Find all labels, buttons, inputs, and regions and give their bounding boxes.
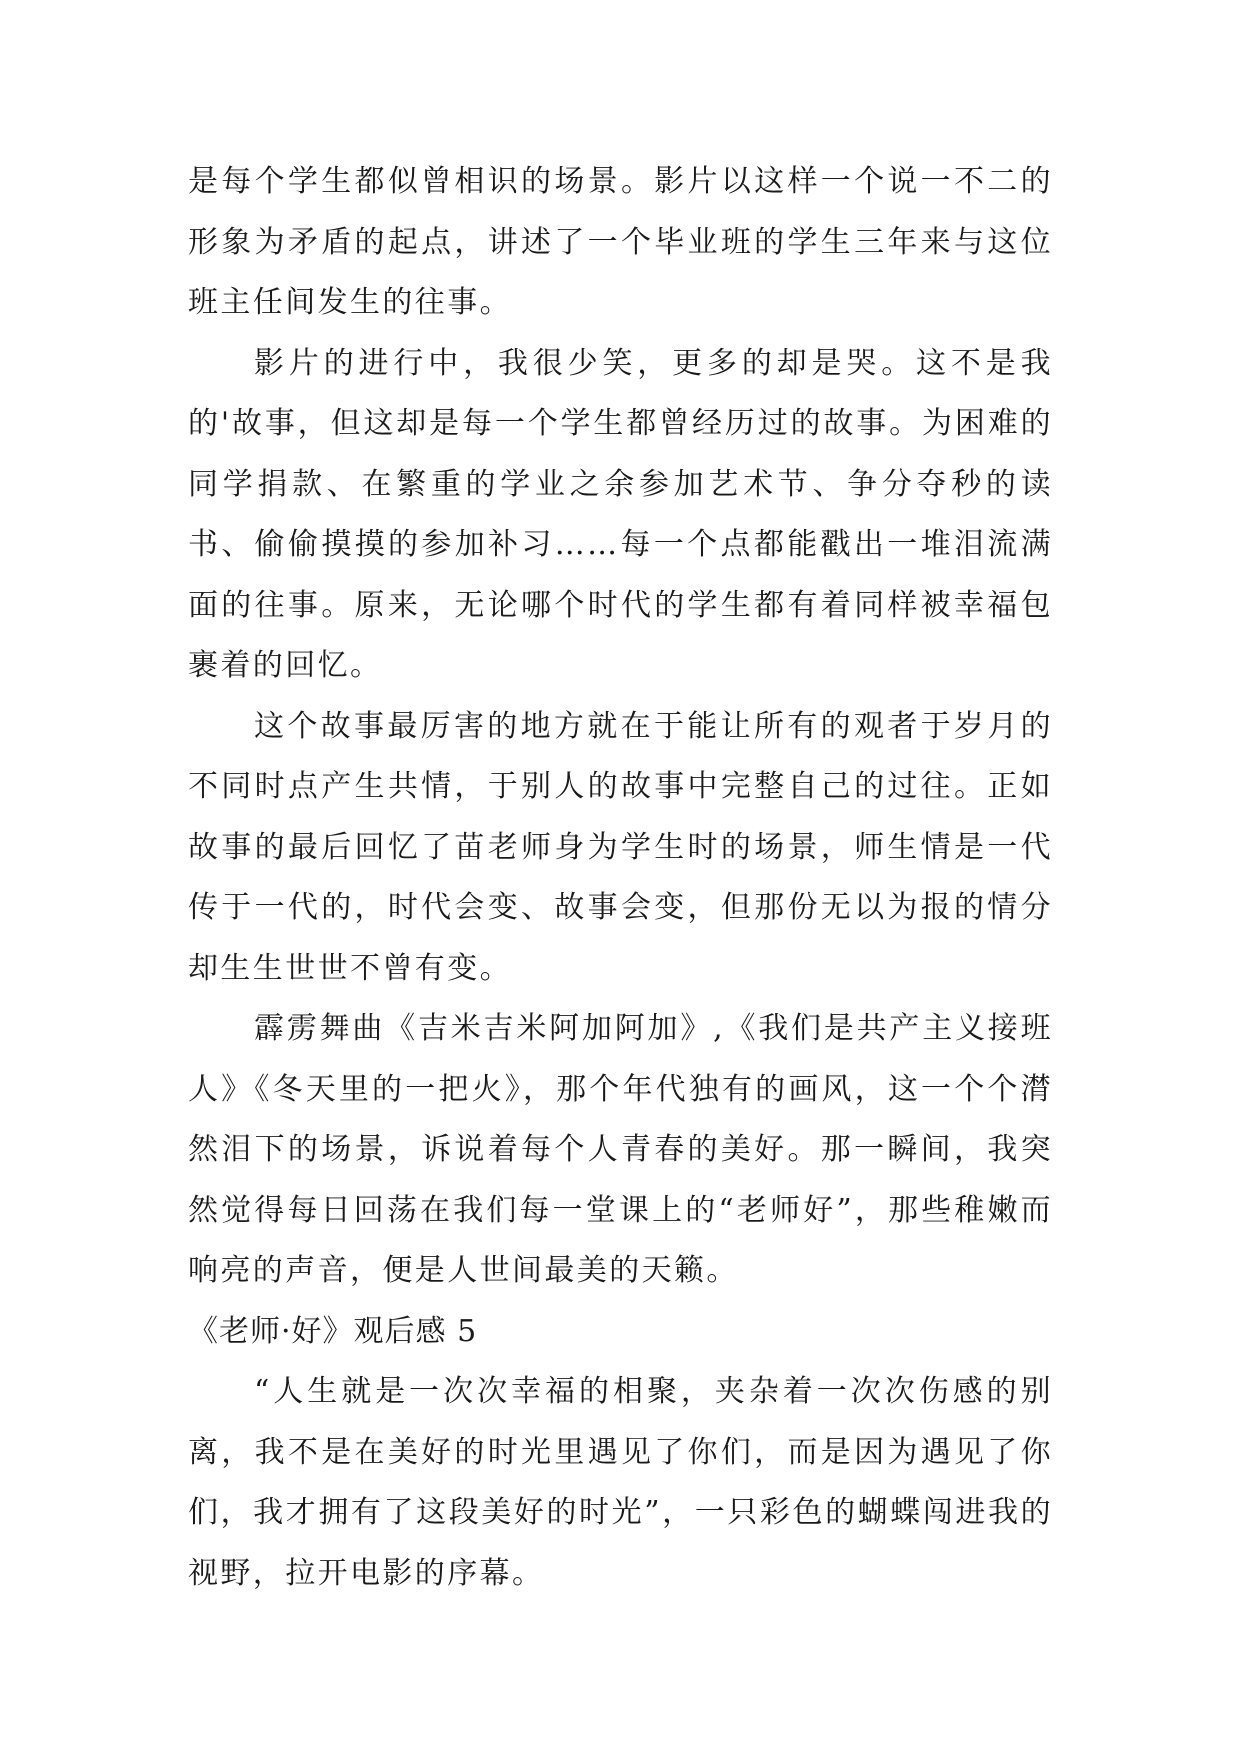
paragraph-4: 霹雳舞曲《吉米吉米阿加阿加》,《我们是共产主义接班人》《冬天里的一把火》，那个年代独有的画风，这一个个潸然泪下的场景，诉说着每个人青春的美好。那一瞬间，我突然觉得每日回荡在我们每一堂课上的“老师好”，那些稚嫩而响亮的声音，便是人世间最美的天籁。 [188,1011,1053,1288]
paragraph-3: 这个故事最厉害的地方就在于能让所有的观者于岁月的不同时点产生共情，于别人的故事中完整自己的过往。正如故事的最后回忆了苗老师身为学生时的场景，师生情是一代传于一代的，时代会变、故事会变，但那份无以为报的情分却生生世世不曾有变。 [188,708,1053,986]
section-heading: 《老师·好》观后感 5 [188,1313,478,1349]
paragraph-1: 是每个学生都似曾相识的场景。影片以这样一个说一不二的形象为矛盾的起点，讲述了一个毕业班的学生三年来与这位班主任间发生的往事。 [188,164,1053,320]
document-body [188,152,1053,1604]
paragraph-2: 影片的进行中，我很少笑，更多的却是哭。这不是我的'故事，但这却是每一个学生都曾经历过的故事。为困难的同学捐款、在繁重的学业之余参加艺术节、争分夺秒的读书、偷偷摸摸的参加补习……每一个点都能戳出一堆泪流满面的往事。原来，无论哪个时代的学生都有着同样被幸福包裹着的回忆。 [188,345,1053,683]
paragraph-6: “人生就是一次次幸福的相聚，夹杂着一次次伤感的别离，我不是在美好的时光里遇见了你们，而是因为遇见了你们，我才拥有了这段美好的时光”，一只彩色的蝴蝶闯进我的视野，拉开电影的序幕。 [188,1374,1053,1591]
